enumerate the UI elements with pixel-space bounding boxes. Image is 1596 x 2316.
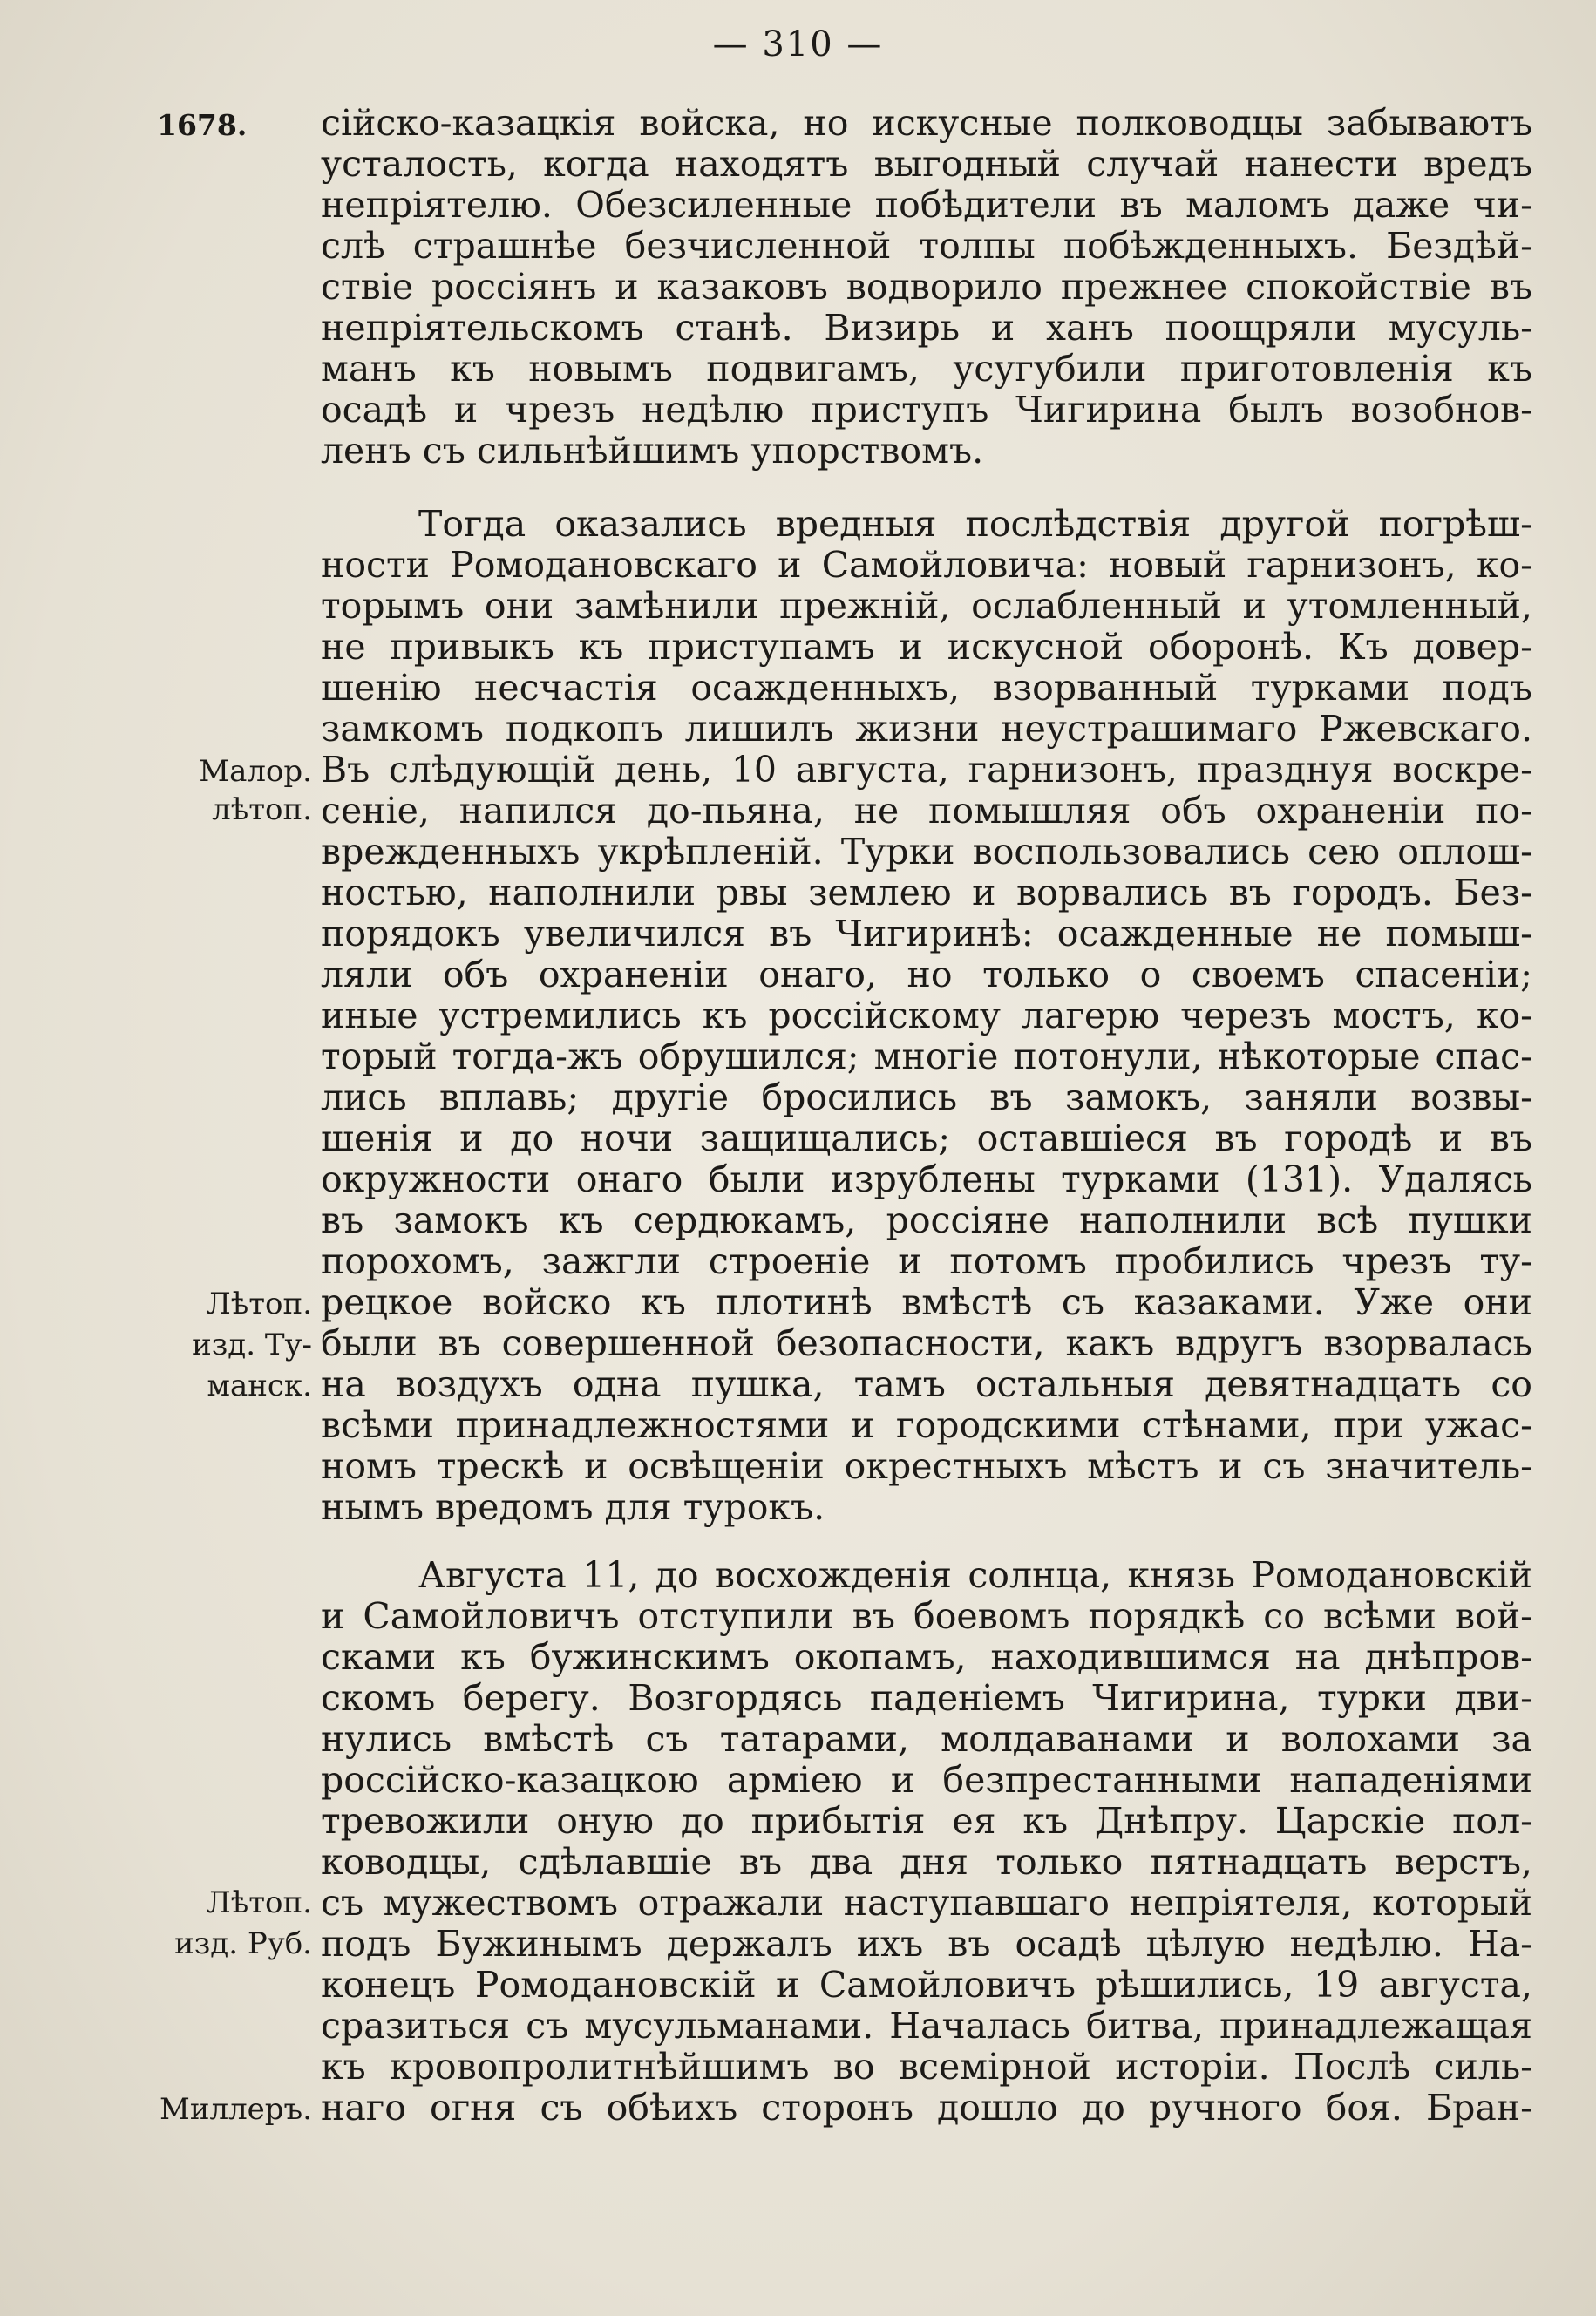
text-line: слѣ страшнѣе безчисленной толпы побѣжденныхъ. Бездѣй-: [321, 225, 1532, 267]
text-line: непріятельскомъ станѣ. Визирь и ханъ поощряли мусуль-: [321, 307, 1532, 349]
text-line: торымъ они замѣнили прежній, ослабленный и утомленный,: [321, 585, 1532, 627]
text-line: окружности онаго были изрублены турками (131). Удалясь: [321, 1158, 1532, 1200]
margin-note-source: лѣтоп.: [212, 792, 312, 827]
margin-note-source: изд. Ту-: [192, 1328, 312, 1362]
text-line: порохомъ, зажгли строеніе и потомъ пробились чрезъ ту-: [321, 1240, 1532, 1282]
text-line: на воздухъ одна пушка, тамъ остальныя девятнадцать со: [321, 1363, 1532, 1405]
margin-note-source: Лѣтоп.: [206, 1885, 312, 1920]
text-line: номъ трескѣ и освѣщеніи окрестныхъ мѣстъ и съ значитель-: [321, 1445, 1532, 1487]
text-line: усталость, когда находятъ выгодный случай нанести вредъ: [321, 143, 1532, 185]
text-line: ководцы, сдѣлавшіе въ два дня только пятнадцать верстъ,: [321, 1841, 1532, 1883]
text-line: наго огня съ обѣихъ сторонъ дошло до ручного боя. Бран-: [321, 2087, 1532, 2129]
margin-note-source: манск.: [207, 1369, 312, 1403]
text-line: сійско-казацкія войска, но искусные полководцы забываютъ: [321, 102, 1532, 144]
text-line: Въ слѣдующій день, 10 августа, гарнизонъ, празднуя воскре-: [321, 749, 1532, 791]
text-line: ностью, наполнили рвы землею и ворвались въ городъ. Без-: [321, 872, 1532, 913]
text-line: подъ Бужинымъ держалъ ихъ въ осадѣ цѣлую недѣлю. На-: [321, 1923, 1532, 1965]
text-line: врежденныхъ укрѣпленій. Турки воспользовались сею оплош-: [321, 831, 1532, 873]
margin-note-source: Миллеръ.: [160, 2092, 312, 2127]
text-line: ности Ромодановскаго и Самойловича: новый гарнизонъ, ко-: [321, 544, 1532, 586]
text-line: были въ совершенной безопасности, какъ вдругъ взорвалась: [321, 1322, 1532, 1364]
text-line: непріятелю. Обезсиленные побѣдители въ маломъ даже чи-: [321, 184, 1532, 226]
text-line: и Самойловичъ отступили въ боевомъ порядкѣ со всѣми вой-: [321, 1595, 1532, 1637]
text-line: лись вплавь; другіе бросились въ замокъ, заняли возвы-: [321, 1076, 1532, 1118]
margin-note-source: изд. Руб.: [174, 1926, 312, 1961]
text-line: съ мужествомъ отражали наступавшаго непріятеля, который: [321, 1882, 1532, 1924]
margin-note-year: 1678.: [157, 108, 248, 142]
text-line: Августа 11, до восхожденія солнца, князь Ромодановскій: [418, 1554, 1532, 1596]
margin-note-source: Лѣтоп.: [206, 1287, 312, 1321]
text-line: ленъ съ сильнѣйшимъ упорствомъ.: [321, 430, 984, 472]
text-line: сразиться съ мусульманами. Началась битва, принадлежащая: [321, 2005, 1532, 2047]
text-line: торый тогда-жъ обрушился; многіе потонули, нѣкоторые спас-: [321, 1036, 1532, 1077]
text-line: шенія и до ночи защищались; оставшіеся въ городѣ и въ: [321, 1117, 1532, 1159]
text-line: рецкое войско къ плотинѣ вмѣстѣ съ казаками. Уже они: [321, 1281, 1532, 1323]
margin-note-source: Малор.: [199, 754, 312, 789]
text-line: всѣми принадлежностями и городскими стѣнами, при ужас-: [321, 1404, 1532, 1446]
text-line: сками къ бужинскимъ окопамъ, находившимся на днѣпров-: [321, 1636, 1532, 1678]
text-line: нымъ вредомъ для турокъ.: [321, 1486, 825, 1528]
text-line: нулись вмѣстѣ съ татарами, молдаванами и волохами за: [321, 1718, 1532, 1760]
text-line: россійско-казацкою арміею и безпрестанными нападеніями: [321, 1759, 1532, 1801]
text-line: въ замокъ къ сердюкамъ, россіяне наполнили всѣ пушки: [321, 1199, 1532, 1241]
text-line: осадѣ и чрезъ недѣлю приступъ Чигирина былъ возобнов-: [321, 389, 1532, 431]
text-line: шенію несчастія осажденныхъ, взорванный турками подъ: [321, 667, 1532, 709]
text-line: ствіе россіянъ и казаковъ водворило прежнее спокойствіе въ: [321, 266, 1532, 308]
text-line: ляли объ охраненіи онаго, но только о своемъ спасеніи;: [321, 954, 1532, 995]
text-line: сеніе, напился до-пьяна, не помышляя объ охраненіи по-: [321, 790, 1532, 832]
text-line: не привыкъ къ приступамъ и искусной оборонѣ. Къ довер-: [321, 626, 1532, 668]
text-line: манъ къ новымъ подвигамъ, усугубили приготовленія къ: [321, 348, 1532, 390]
text-line: конецъ Ромодановскій и Самойловичъ рѣшились, 19 августа,: [321, 1964, 1532, 2006]
page-number: — 310 —: [712, 24, 884, 65]
text-line: скомъ берегу. Возгордясь паденіемъ Чигирина, турки дви-: [321, 1677, 1532, 1719]
text-line: порядокъ увеличился въ Чигиринѣ: осажденные не помыш-: [321, 913, 1532, 954]
text-line: къ кровопролитнѣйшимъ во всемірной исторіи. Послѣ силь-: [321, 2046, 1532, 2088]
text-line: Тогда оказались вредныя послѣдствія другой погрѣш-: [418, 503, 1532, 545]
text-line: тревожили оную до прибытія ея къ Днѣпру. Царскіе пол-: [321, 1800, 1532, 1842]
text-line: иные устремились къ россійскому лагерю черезъ мостъ, ко-: [321, 995, 1532, 1036]
text-line: замкомъ подкопъ лишилъ жизни неустрашимаго Ржевскаго.: [321, 708, 1532, 750]
